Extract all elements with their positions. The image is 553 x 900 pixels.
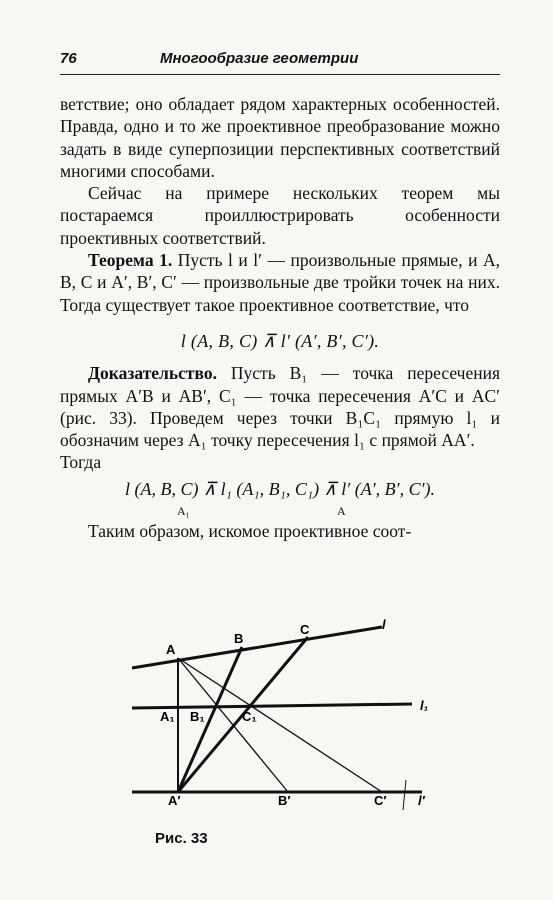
page-header: [60, 50, 500, 74]
label-c-prime: C′: [374, 793, 387, 808]
center-a: A: [337, 504, 346, 519]
proof-text: Пусть B₁ — точка пересечения прямых A′B и AB′, C₁ — точка пересечения A′C и AC′ (рис. 33). Проведем через точки B₁C₁ прямую l₁ и обозначим через A₁ точку пересечения l₁ с прямой AA′.: [60, 363, 501, 451]
theorem-label: Теорема 1.: [88, 250, 173, 271]
label-l-prime: l′: [418, 793, 425, 808]
formula-projective: l (A, B, C) ⊼ l′ (A′, B′, C′).: [180, 330, 380, 351]
center-a1: A₁: [177, 504, 190, 519]
line-l1: [132, 704, 412, 708]
label-b1: B₁: [190, 709, 205, 724]
theorem-paragraph: [60, 249, 500, 316]
label-a-prime: A′: [168, 793, 181, 808]
label-a: A: [166, 642, 176, 657]
running-title: Многообразие геометрии: [160, 50, 359, 67]
formula-centers: [60, 500, 500, 518]
label-l: l: [382, 617, 386, 632]
formula-composition: [60, 478, 500, 520]
paragraph-last: Таким образом, искомое проективное соот-: [88, 520, 412, 541]
then-word: Тогда: [60, 452, 102, 473]
proof-label: Доказательство.: [88, 363, 217, 384]
label-c: C: [300, 622, 310, 637]
tick-mark: [403, 780, 406, 810]
page-body: [60, 93, 500, 542]
page-number: 76: [60, 50, 77, 67]
label-b-prime: B′: [278, 793, 291, 808]
label-c1: C₁: [242, 709, 257, 724]
label-l1: l₁: [420, 698, 429, 713]
theorem-text: Пусть l и l′ — произвольные прямые, и A, B, C и A′, B′, C′ — произвольные две тройки точек на них. Тогда существует такое проективное соответствие, что: [60, 250, 500, 315]
label-b: B: [234, 631, 244, 646]
label-a1: A₁: [160, 709, 175, 724]
header-rule: [60, 74, 500, 75]
formula-composition-line: l (A, B, C) ⊼ l₁ (A₁, B₁, C₁) ⊼ l′ (A′, B′, C′).: [124, 478, 436, 499]
paragraph-continuation: ветствие; оно обладает рядом характерных особенностей. Правда, одно и то же проективное преобразование можно задать в виде суперпозиции перспективных соответствий многими способами.: [60, 94, 500, 181]
figure-caption: Рис. 33: [155, 830, 208, 847]
figure-33-diagram: [120, 610, 440, 820]
proof-paragraph: [60, 362, 500, 451]
paragraph-intro: Сейчас на примере нескольких теорем мы постараемся проиллюстрировать особенности проективных соответствий.: [60, 183, 500, 248]
